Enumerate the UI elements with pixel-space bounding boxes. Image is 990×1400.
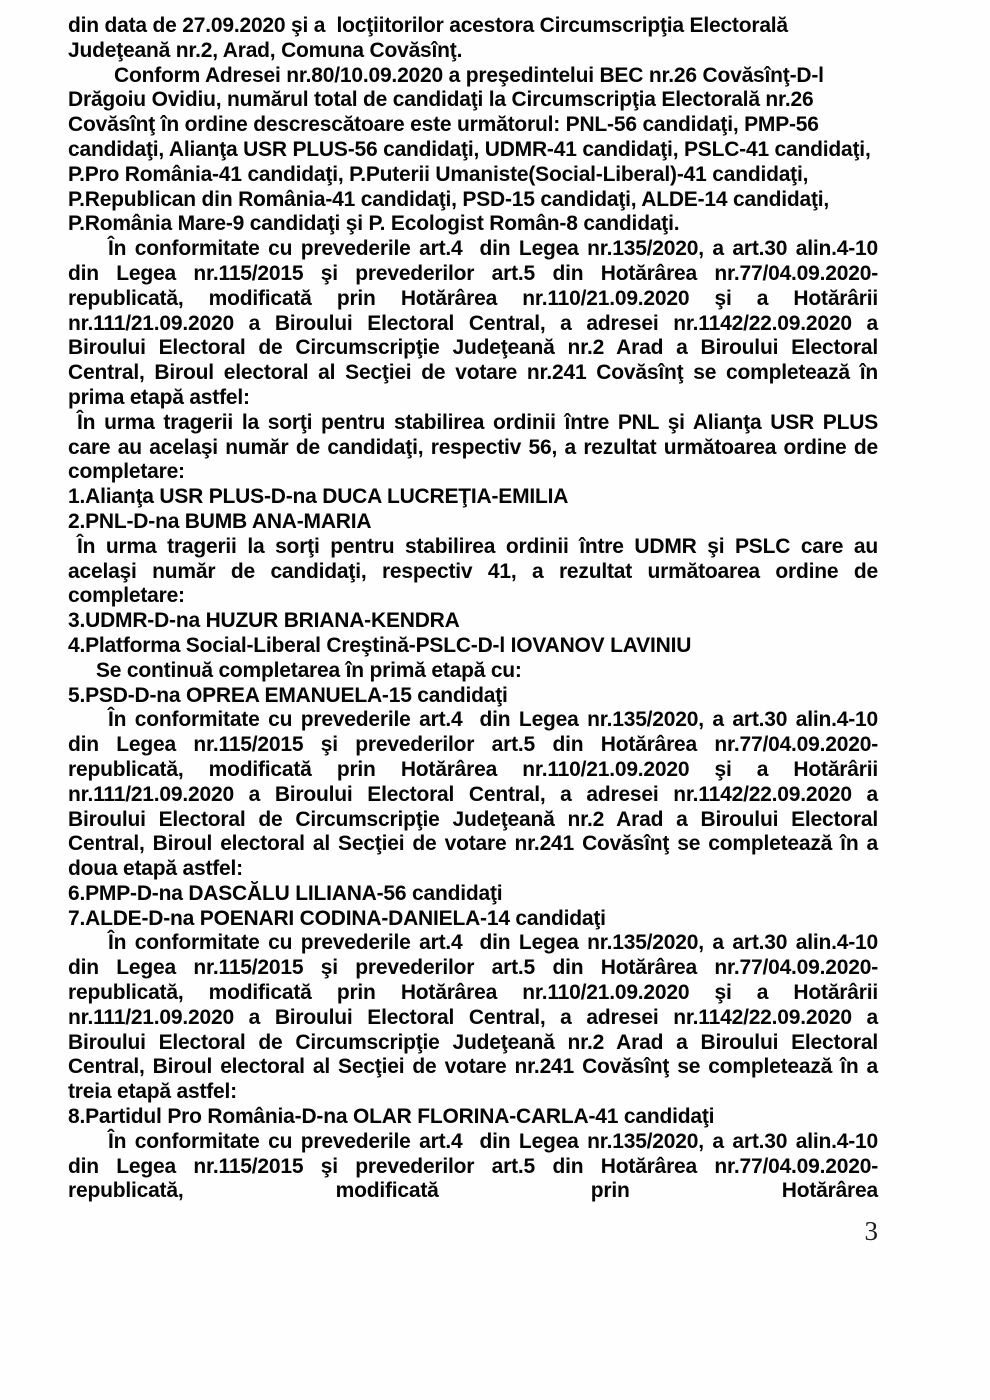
page-number: 3 <box>864 1216 878 1247</box>
para-legal-first-stage: În conformitate cu prevederile art.4 din Legea nr.135/2020, a art.30 alin.4-10 din Legea nr.115/2015 şi prevederilor art.5 din Hotărârea nr.77/04.09.2020-republicată, modificată prin Hotărârea nr.110/21.09.2020 şi a Hotărârii nr.111/21.09.2020 a Biroului Electoral Central, a adresei nr.1142/22.09.2020 a Biroului Electoral de Circumscripţie Judeţeană nr.2 Arad a Biroului Electoral Central, Biroul electoral al Secţiei de votare nr.241 Covăsînţ se completează în prima etapă astfel: <box>68 237 878 409</box>
list-item-1-usrplus-duca: 1.Alianţa USR PLUS-D-na DUCA LUCREŢIA-EMILIA <box>68 485 569 509</box>
list-item-6-pmp-dascalu: 6.PMP-D-na DASCĂLU LILIANA-56 candidaţi <box>68 881 503 905</box>
para-draw-udmr-pslc: În urma tragerii la sorţi pentru stabilirea ordinii între UDMR şi PSLC care au acelaşi număr de candidaţi, respectiv 41, a rezultat următoarea ordine de completare: <box>68 534 878 608</box>
para-legal-second-stage: În conformitate cu prevederile art.4 din Legea nr.135/2020, a art.30 alin.4-10 din Legea nr.115/2015 şi prevederilor art.5 din Hotărârea nr.77/04.09.2020-republicată, modificată prin Hotărârea nr.110/21.09.2020 şi a Hotărârii nr.111/21.09.2020 a Biroului Electoral Central, a adresei nr.1142/22.09.2020 a Biroului Electoral de Circumscripţie Judeţeană nr.2 Arad a Biroului Electoral Central, Biroul electoral al Secţiei de votare nr.241 Covăsînţ se completează în a doua etapă astfel: <box>68 708 878 881</box>
list-item-5-psd-oprea: 5.PSD-D-na OPREA EMANUELA-15 candidaţi <box>68 683 508 707</box>
para-adresa-bec: Conform Adresei nr.80/10.09.2020 a preşedintelui BEC nr.26 Covăsînţ-D-l Drăgoiu Ovidiu, numărul total de candidaţi la Circumscripţia Electorală nr.26 Covăsînţ în ordine descrescătoare este următorul: PNL-56 candidaţi, PMP-56 candidaţi, Alianţa USR PLUS-56 candidaţi, UDMR-41 candidaţi, PSLC-41 candidaţi, P.Pro România-41 candidaţi, P.Puterii Umaniste(Social-Liberal)-41 candidaţi, P.Republican din România-41 candidaţi, PSD-15 candidaţi, ALDE-14 candidaţi, P.România Mare-9 candidaţi şi P. Ecologist Român-8 candidaţi. <box>68 63 871 236</box>
para-continuation: din data de 27.09.2020 şi a locţiitorilor acestora Circumscripţia Electorală Judeţeană nr.2, Arad, Comuna Covăsînţ. <box>68 14 788 62</box>
list-item-4-pslc-iovanov: 4.Platforma Social-Liberal Creştină-PSLC-D-l IOVANOV LAVINIU <box>68 633 692 657</box>
para-draw-pnl-usrplus: În urma tragerii la sorţi pentru stabilirea ordinii între PNL şi Alianţa USR PLUS care au acelaşi număr de candidaţi, respectiv 56, a rezultat următoarea ordine de completare: <box>68 410 878 484</box>
list-item-8-proromania-olar: 8.Partidul Pro România-D-na OLAR FLORINA-CARLA-41 candidaţi <box>68 1105 715 1129</box>
list-item-3-udmr-huzur: 3.UDMR-D-na HUZUR BRIANA-KENDRA <box>68 609 460 633</box>
para-legal-third-stage: În conformitate cu prevederile art.4 din Legea nr.135/2020, a art.30 alin.4-10 din Legea nr.115/2015 şi prevederilor art.5 din Hotărârea nr.77/04.09.2020-republicată, modificată prin Hotărârea nr.110/21.09.2020 şi a Hotărârii nr.111/21.09.2020 a Biroului Electoral Central, a adresei nr.1142/22.09.2020 a Biroului Electoral de Circumscripţie Judeţeană nr.2 Arad a Biroului Electoral Central, Biroul electoral al Secţiei de votare nr.241 Covăsînţ se completează în a treia etapă astfel: <box>68 931 878 1104</box>
document-body <box>68 14 878 1204</box>
para-continue-first-stage: Se continuă completarea în primă etapă cu: <box>96 658 522 682</box>
list-item-2-pnl-bumb: 2.PNL-D-na BUMB ANA-MARIA <box>68 509 372 533</box>
para-legal-truncated: În conformitate cu prevederile art.4 din Legea nr.135/2020, a art.30 alin.4-10 din Legea nr.115/2015 şi prevederilor art.5 din Hotărârea nr.77/04.09.2020-republicată, modificată prin Hotărârea <box>68 1129 878 1203</box>
list-item-7-alde-poenari: 7.ALDE-D-na POENARI CODINA-DANIELA-14 candidaţi <box>68 906 606 930</box>
